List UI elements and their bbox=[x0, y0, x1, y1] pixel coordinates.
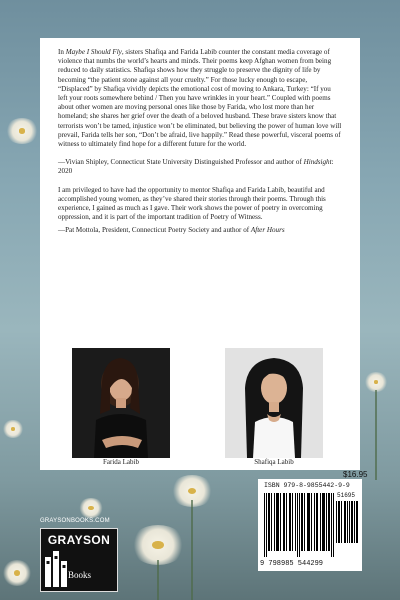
isbn-text: ISBN 979-8-9855442-9-9 bbox=[264, 482, 350, 489]
barcode-supplement-number: 51695 bbox=[337, 492, 356, 499]
caption-farida: Farida Labib bbox=[103, 458, 139, 466]
publisher-books-word: Books bbox=[68, 570, 92, 580]
daisy-decoration bbox=[5, 118, 39, 144]
daisy-decoration bbox=[2, 420, 24, 438]
publisher-logo bbox=[40, 528, 118, 592]
daisy-decoration bbox=[364, 372, 388, 392]
stem-decoration bbox=[191, 500, 193, 600]
stem-decoration bbox=[157, 560, 159, 600]
barcode-number: 9 798985 544299 bbox=[260, 560, 324, 568]
price-label: $16.95 bbox=[343, 470, 368, 479]
publisher-name: GRAYSON bbox=[47, 533, 111, 547]
blurb-text bbox=[58, 48, 342, 236]
daisy-decoration bbox=[130, 525, 186, 565]
caption-shafiqa: Shafiqa Labib bbox=[254, 458, 294, 466]
daisy-decoration bbox=[2, 560, 32, 586]
blurb-review-1: In Maybe I Should Fly, sisters Shafiqa and Farida Labib counter the constant media coverage of violence that numbs the world’s hearts and minds. Their poems keep Afghan women from being reduced to daily statistics. Shafiqa shows how they struggle to preserve the dignity of life by becoming “the patient stone against all your cruelty.” For those lucky enough to escape, “Displaced” by Shafiqa vividly depicts the emotional cost of moving to Ankara, Turkey: “If you left your roots somewhere behind / Then you have wrinkles in your heart.” Coupled with poems about other women are moving personal ones like those by Farida, who lost more than her homeland; she shares her grief over the death of a beloved husband. These brave sisters know that terrorists won’t be tamed, injustice won’t be eliminated, but believing the power of human love will prevail, Farida tells her son, “Don’t be afraid, live happily.” Read these powerful, visceral poems of witness to ultimately find hope for a different future for the world. bbox=[58, 48, 342, 149]
back-cover-panel bbox=[40, 38, 360, 470]
review-2-attribution: —Pat Mottola, President, Connecticut Poetry Society and author of After Hours bbox=[58, 226, 285, 235]
barcode bbox=[258, 479, 362, 571]
author-photo-shafiqa bbox=[225, 348, 323, 458]
review-1-attribution: —Vivian Shipley, Connecticut State University Distinguished Professor and author of Hindsight: 2020 bbox=[58, 158, 334, 176]
author-photo-farida bbox=[72, 348, 170, 458]
barcode-bars bbox=[264, 493, 334, 557]
book-title: Maybe I Should Fly bbox=[65, 48, 122, 56]
blurb-review-2: I am privileged to have had the opportunity to mentor Shafiqa and Farida Labib, beautiful and accomplished young women, as they’ve shared their stories through their poems. Through this experience, I gained as much as I gave. Their work shows the power of poetry in overcoming oppression, and it is part of the important tradition of Poetry of Witness. bbox=[58, 185, 326, 222]
stem-decoration bbox=[375, 390, 377, 480]
books-icon bbox=[45, 551, 67, 587]
daisy-decoration bbox=[78, 498, 104, 518]
publisher-url: GRAYSONBOOKS.COM bbox=[40, 518, 110, 524]
barcode-supplement-bars bbox=[336, 501, 358, 543]
